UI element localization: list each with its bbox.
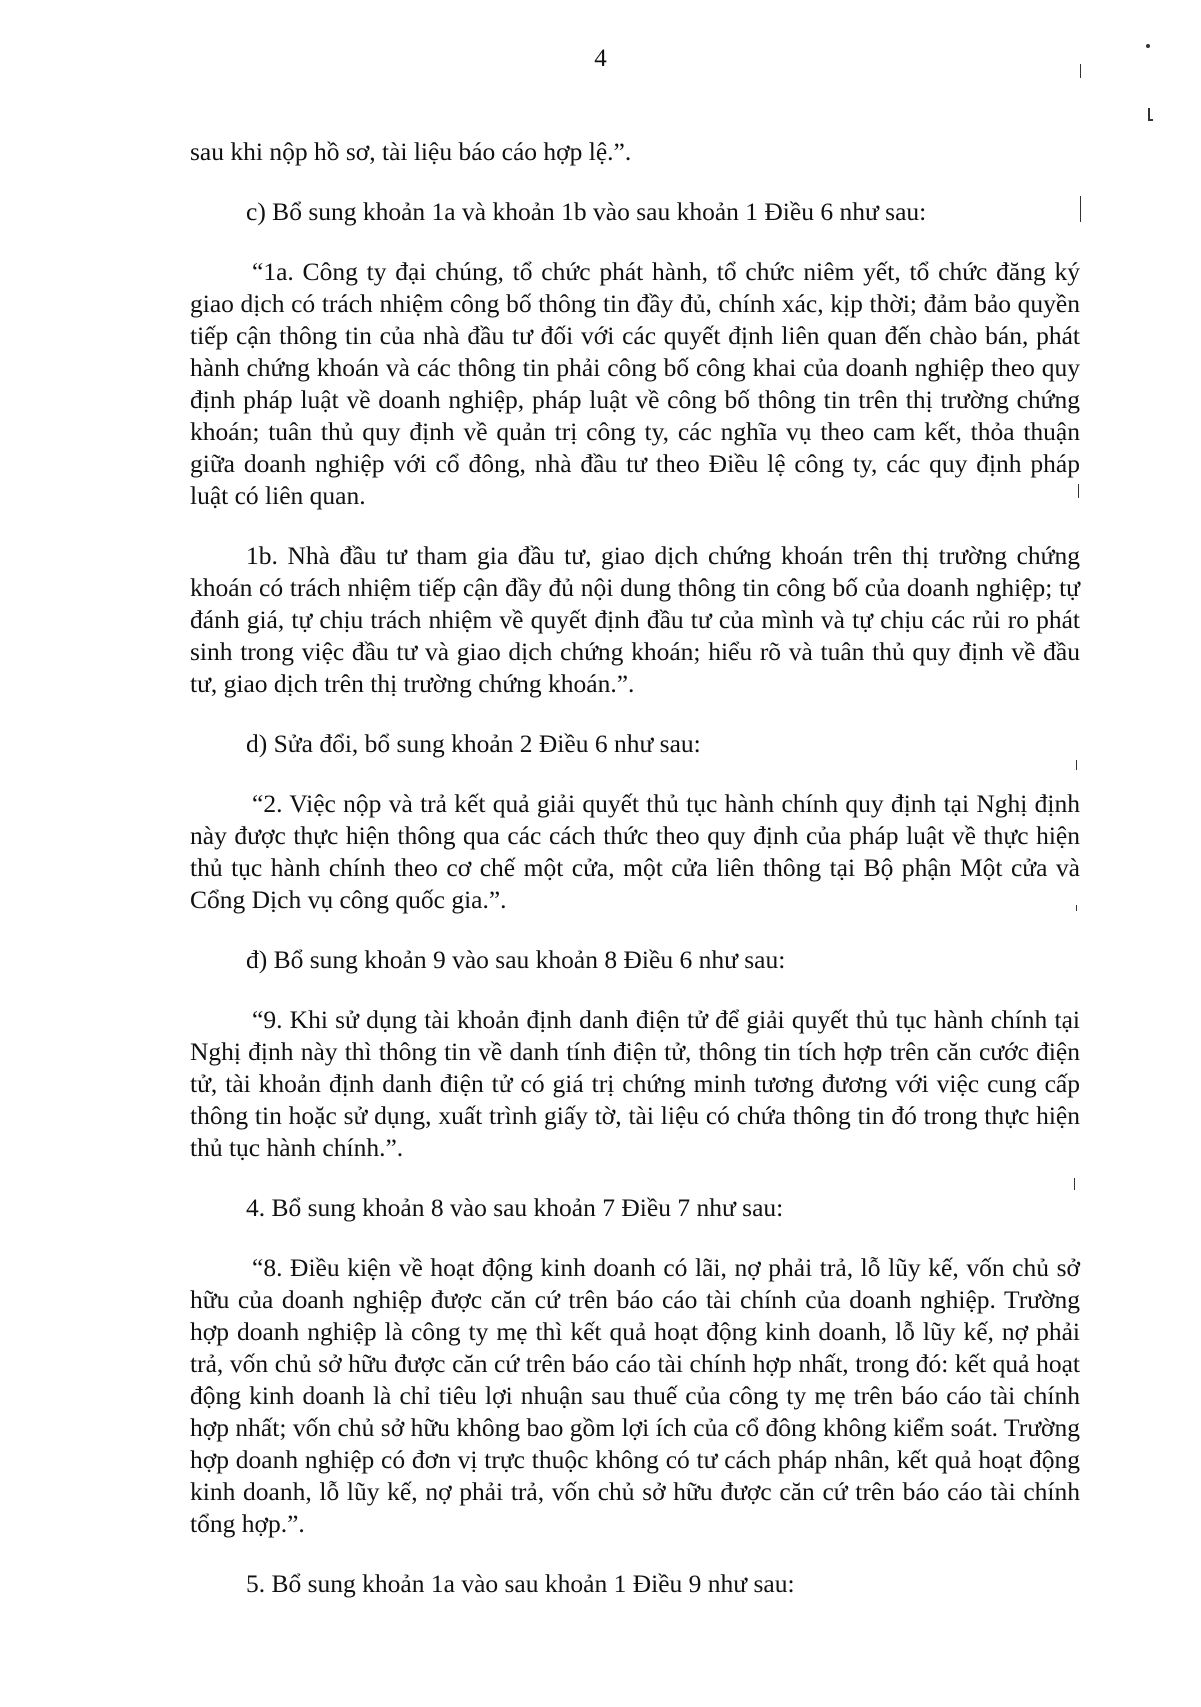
page-number: 4 bbox=[594, 45, 607, 72]
scan-speck bbox=[1146, 44, 1150, 48]
paragraph-clause-1a: “1a. Công ty đại chúng, tổ chức phát hành, tổ chức niêm yết, tổ chức đăng ký giao dịch có trách nhiệm công bố thông tin đầy đủ, chính xác, kịp thời; đảm bảo quyền tiếp cận thông tin của nhà đầu tư đối với các quyết định liên quan đến chào bán, phát hành chứng khoán và các thông tin phải công bố công khai của doanh nghiệp theo quy định pháp luật về doanh nghiệp, pháp luật về công bố thông tin trên thị trường chứng khoán; tuân thủ quy định về quản trị công ty, các nghĩa vụ theo cam kết, thỏa thuận giữa doanh nghiệp với cổ đông, nhà đầu tư theo Điều lệ công ty, các quy định pháp luật có liên quan. bbox=[190, 257, 1080, 510]
scan-speck bbox=[1074, 1178, 1075, 1190]
scan-speck bbox=[1078, 484, 1079, 498]
scan-speck bbox=[1076, 760, 1077, 770]
paragraph-continuation: sau khi nộp hồ sơ, tài liệu báo cáo hợp lệ.”. bbox=[190, 137, 632, 166]
paragraph-item-d: d) Sửa đổi, bổ sung khoản 2 Điều 6 như sau: bbox=[246, 729, 701, 758]
paragraph-clause-2: “2. Việc nộp và trả kết quả giải quyết thủ tục hành chính quy định tại Nghị định này được thực hiện thông qua các cách thức theo quy định của pháp luật về thực hiện thủ tục hành chính theo cơ chế một cửa, một cửa liên thông tại Bộ phận Một cửa và Cổng Dịch vụ công quốc gia.”. bbox=[190, 789, 1080, 914]
scan-speck bbox=[1080, 196, 1081, 222]
scan-speck bbox=[1080, 64, 1081, 78]
document-body bbox=[190, 136, 1080, 1628]
paragraph-item-dd: đ) Bổ sung khoản 9 vào sau khoản 8 Điều 6 như sau: bbox=[246, 945, 786, 974]
paragraph-clause-8: “8. Điều kiện về hoạt động kinh doanh có lãi, nợ phải trả, lỗ lũy kế, vốn chủ sở hữu của doanh nghiệp được căn cứ trên báo cáo tài chính của doanh nghiệp. Trường hợp doanh nghiệp là công ty mẹ thì kết quả hoạt động kinh doanh, lỗ lũy kế, nợ phải trả, vốn chủ sở hữu được căn cứ trên báo cáo tài chính hợp nhất, trong đó: kết quả hoạt động kinh doanh là chỉ tiêu lợi nhuận sau thuế của công ty mẹ trên báo cáo tài chính hợp nhất; vốn chủ sở hữu không bao gồm lợi ích của cổ đông không kiểm soát. Trường hợp doanh nghiệp có đơn vị trực thuộc không có tư cách pháp nhân, kết quả hoạt động kinh doanh, lỗ lũy kế, nợ phải trả, vốn chủ sở hữu được căn cứ trên báo cáo tài chính tổng hợp.”. bbox=[190, 1253, 1080, 1538]
paragraph-clause-9: “9. Khi sử dụng tài khoản định danh điện tử để giải quyết thủ tục hành chính tại Nghị định này thì thông tin về danh tính điện tử, thông tin tích hợp trên căn cước điện tử, tài khoản định danh điện tử có giá trị chứng minh tương đương với việc cung cấp thông tin hoặc sử dụng, xuất trình giấy tờ, tài liệu có chứa thông tin đó trong thực hiện thủ tục hành chính.”. bbox=[190, 1005, 1080, 1162]
paragraph-item-4: 4. Bổ sung khoản 8 vào sau khoản 7 Điều 7 như sau: bbox=[246, 1193, 784, 1222]
paragraph-clause-1b: 1b. Nhà đầu tư tham gia đầu tư, giao dịch chứng khoán trên thị trường chứng khoán có trách nhiệm tiếp cận đầy đủ nội dung thông tin công bố của doanh nghiệp; tự đánh giá, tự chịu trách nhiệm về quyết định đầu tư của mình và tự chịu các rủi ro phát sinh trong việc đầu tư và giao dịch chứng khoán; hiểu rõ và tuân thủ quy định về đầu tư, giao dịch trên thị trường chứng khoán.”. bbox=[190, 541, 1080, 698]
scan-speck bbox=[1148, 119, 1153, 121]
scan-speck bbox=[1076, 905, 1077, 911]
paragraph-item-5: 5. Bổ sung khoản 1a vào sau khoản 1 Điều 9 như sau: bbox=[246, 1569, 795, 1598]
paragraph-item-c: c) Bổ sung khoản 1a và khoản 1b vào sau khoản 1 Điều 6 như sau: bbox=[246, 197, 927, 226]
